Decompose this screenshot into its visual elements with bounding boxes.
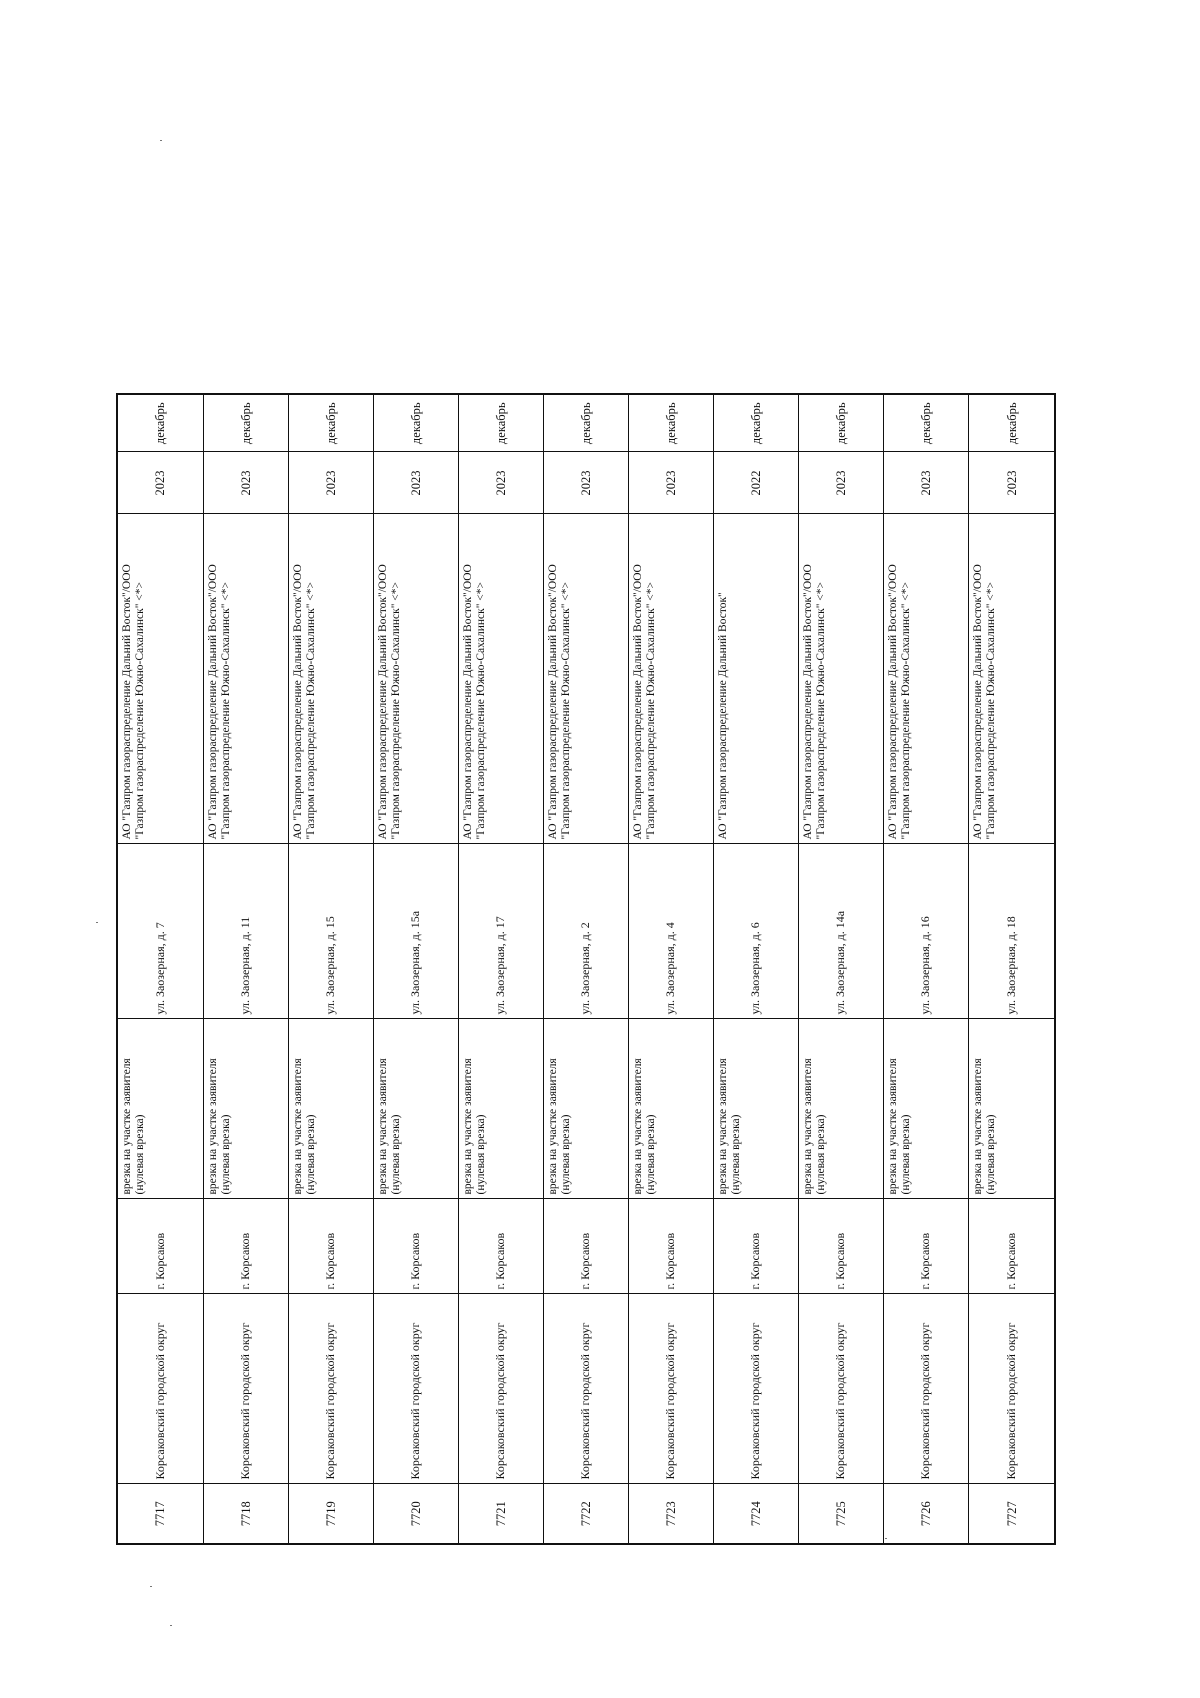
organization-cell: АО "Газпром газораспределение Дальний Восток"/ООО "Газпром газораспределение Южно-Сахалинск" <*> [203, 514, 288, 844]
address-cell: ул. Заозерная, д. 6 [714, 844, 799, 1019]
year-cell: 2023 [203, 452, 288, 514]
city-cell: г. Корсаков [373, 1199, 458, 1294]
district-cell: Корсаковский городской округ [288, 1294, 373, 1484]
table-row [628, 394, 713, 1544]
row-number: 7727 [969, 1484, 1055, 1544]
table-row [543, 394, 628, 1544]
scan-speck [150, 1586, 152, 1587]
works-type-cell: врезка на участке заявителя (нулевая врезка) [543, 1019, 628, 1199]
works-type-cell: врезка на участке заявителя (нулевая врезка) [117, 1019, 203, 1199]
address-cell: ул. Заозерная, д. 18 [969, 844, 1055, 1019]
organization-cell: АО "Газпром газораспределение Дальний Восток"/ООО "Газпром газораспределение Южно-Сахалинск" <*> [458, 514, 543, 844]
scan-speck [170, 1625, 172, 1626]
row-number: 7717 [117, 1484, 203, 1544]
organization-cell: АО "Газпром газораспределение Дальний Восток"/ООО "Газпром газораспределение Южно-Сахалинск" <*> [969, 514, 1055, 844]
month-cell: декабрь [203, 394, 288, 452]
address-cell: ул. Заозерная, д. 7 [117, 844, 203, 1019]
works-type-cell: врезка на участке заявителя (нулевая врезка) [373, 1019, 458, 1199]
city-cell: г. Корсаков [799, 1199, 884, 1294]
row-number: 7725 [799, 1484, 884, 1544]
scan-speck [885, 1538, 887, 1539]
organization-cell: АО "Газпром газораспределение Дальний Восток"/ООО "Газпром газораспределение Южно-Сахалинск" <*> [373, 514, 458, 844]
row-number: 7724 [714, 1484, 799, 1544]
month-cell: декабрь [458, 394, 543, 452]
year-cell: 2023 [799, 452, 884, 514]
row-number: 7718 [203, 1484, 288, 1544]
year-cell: 2023 [458, 452, 543, 514]
district-cell: Корсаковский городской округ [799, 1294, 884, 1484]
organization-cell: АО "Газпром газораспределение Дальний Восток"/ООО "Газпром газораспределение Южно-Сахалинск" <*> [288, 514, 373, 844]
address-cell: ул. Заозерная, д. 11 [203, 844, 288, 1019]
city-cell: г. Корсаков [543, 1199, 628, 1294]
address-cell: ул. Заозерная, д. 2 [543, 844, 628, 1019]
district-cell: Корсаковский городской округ [203, 1294, 288, 1484]
month-cell: декабрь [714, 394, 799, 452]
address-cell: ул. Заозерная, д. 14а [799, 844, 884, 1019]
organization-cell: АО "Газпром газораспределение Дальний Восток" [714, 514, 799, 844]
table-row [969, 394, 1055, 1544]
organization-cell: АО "Газпром газораспределение Дальний Восток"/ООО "Газпром газораспределение Южно-Сахалинск" <*> [543, 514, 628, 844]
address-cell: ул. Заозерная, д. 15 [288, 844, 373, 1019]
district-cell: Корсаковский городской округ [628, 1294, 713, 1484]
city-cell: г. Корсаков [458, 1199, 543, 1294]
month-cell: декабрь [373, 394, 458, 452]
organization-cell: АО "Газпром газораспределение Дальний Восток"/ООО "Газпром газораспределение Южно-Сахалинск" <*> [799, 514, 884, 844]
row-number: 7719 [288, 1484, 373, 1544]
organization-cell: АО "Газпром газораспределение Дальний Восток"/ООО "Газпром газораспределение Южно-Сахалинск" <*> [117, 514, 203, 844]
month-cell: декабрь [884, 394, 969, 452]
district-cell: Корсаковский городской округ [117, 1294, 203, 1484]
table-row [884, 394, 969, 1544]
district-cell: Корсаковский городской округ [969, 1294, 1055, 1484]
year-cell: 2023 [969, 452, 1055, 514]
city-cell: г. Корсаков [117, 1199, 203, 1294]
city-cell: г. Корсаков [969, 1199, 1055, 1294]
row-number: 7722 [543, 1484, 628, 1544]
works-type-cell: врезка на участке заявителя (нулевая врезка) [969, 1019, 1055, 1199]
year-cell: 2023 [373, 452, 458, 514]
city-cell: г. Корсаков [628, 1199, 713, 1294]
table-row [117, 394, 203, 1544]
month-cell: декабрь [799, 394, 884, 452]
address-cell: ул. Заозерная, д. 15а [373, 844, 458, 1019]
year-cell: 2023 [543, 452, 628, 514]
month-cell: декабрь [288, 394, 373, 452]
works-type-cell: врезка на участке заявителя (нулевая врезка) [799, 1019, 884, 1199]
gasification-schedule-table [116, 393, 1056, 1545]
city-cell: г. Корсаков [714, 1199, 799, 1294]
works-type-cell: врезка на участке заявителя (нулевая врезка) [288, 1019, 373, 1199]
rotated-table-wrapper [116, 395, 1056, 1545]
table-row [203, 394, 288, 1544]
city-cell: г. Корсаков [884, 1199, 969, 1294]
year-cell: 2023 [884, 452, 969, 514]
month-cell: декабрь [628, 394, 713, 452]
year-cell: 2023 [288, 452, 373, 514]
year-cell: 2022 [714, 452, 799, 514]
table-body [117, 394, 1055, 1544]
organization-cell: АО "Газпром газораспределение Дальний Восток"/ООО "Газпром газораспределение Южно-Сахалинск" <*> [628, 514, 713, 844]
row-number: 7721 [458, 1484, 543, 1544]
works-type-cell: врезка на участке заявителя (нулевая врезка) [714, 1019, 799, 1199]
row-number: 7720 [373, 1484, 458, 1544]
address-cell: ул. Заозерная, д. 16 [884, 844, 969, 1019]
district-cell: Корсаковский городской округ [373, 1294, 458, 1484]
address-cell: ул. Заозерная, д. 17 [458, 844, 543, 1019]
works-type-cell: врезка на участке заявителя (нулевая врезка) [884, 1019, 969, 1199]
scan-speck [160, 140, 162, 141]
district-cell: Корсаковский городской округ [714, 1294, 799, 1484]
month-cell: декабрь [543, 394, 628, 452]
month-cell: декабрь [117, 394, 203, 452]
row-number: 7726 [884, 1484, 969, 1544]
city-cell: г. Корсаков [288, 1199, 373, 1294]
scan-speck [96, 922, 98, 923]
table-row [714, 394, 799, 1544]
works-type-cell: врезка на участке заявителя (нулевая врезка) [203, 1019, 288, 1199]
year-cell: 2023 [628, 452, 713, 514]
district-cell: Корсаковский городской округ [543, 1294, 628, 1484]
organization-cell: АО "Газпром газораспределение Дальний Восток"/ООО "Газпром газораспределение Южно-Сахалинск" <*> [884, 514, 969, 844]
row-number: 7723 [628, 1484, 713, 1544]
works-type-cell: врезка на участке заявителя (нулевая врезка) [458, 1019, 543, 1199]
city-cell: г. Корсаков [203, 1199, 288, 1294]
month-cell: декабрь [969, 394, 1055, 452]
works-type-cell: врезка на участке заявителя (нулевая врезка) [628, 1019, 713, 1199]
table-row [458, 394, 543, 1544]
year-cell: 2023 [117, 452, 203, 514]
address-cell: ул. Заозерная, д. 4 [628, 844, 713, 1019]
district-cell: Корсаковский городской округ [884, 1294, 969, 1484]
table-row [288, 394, 373, 1544]
table-row [373, 394, 458, 1544]
district-cell: Корсаковский городской округ [458, 1294, 543, 1484]
table-row [799, 394, 884, 1544]
